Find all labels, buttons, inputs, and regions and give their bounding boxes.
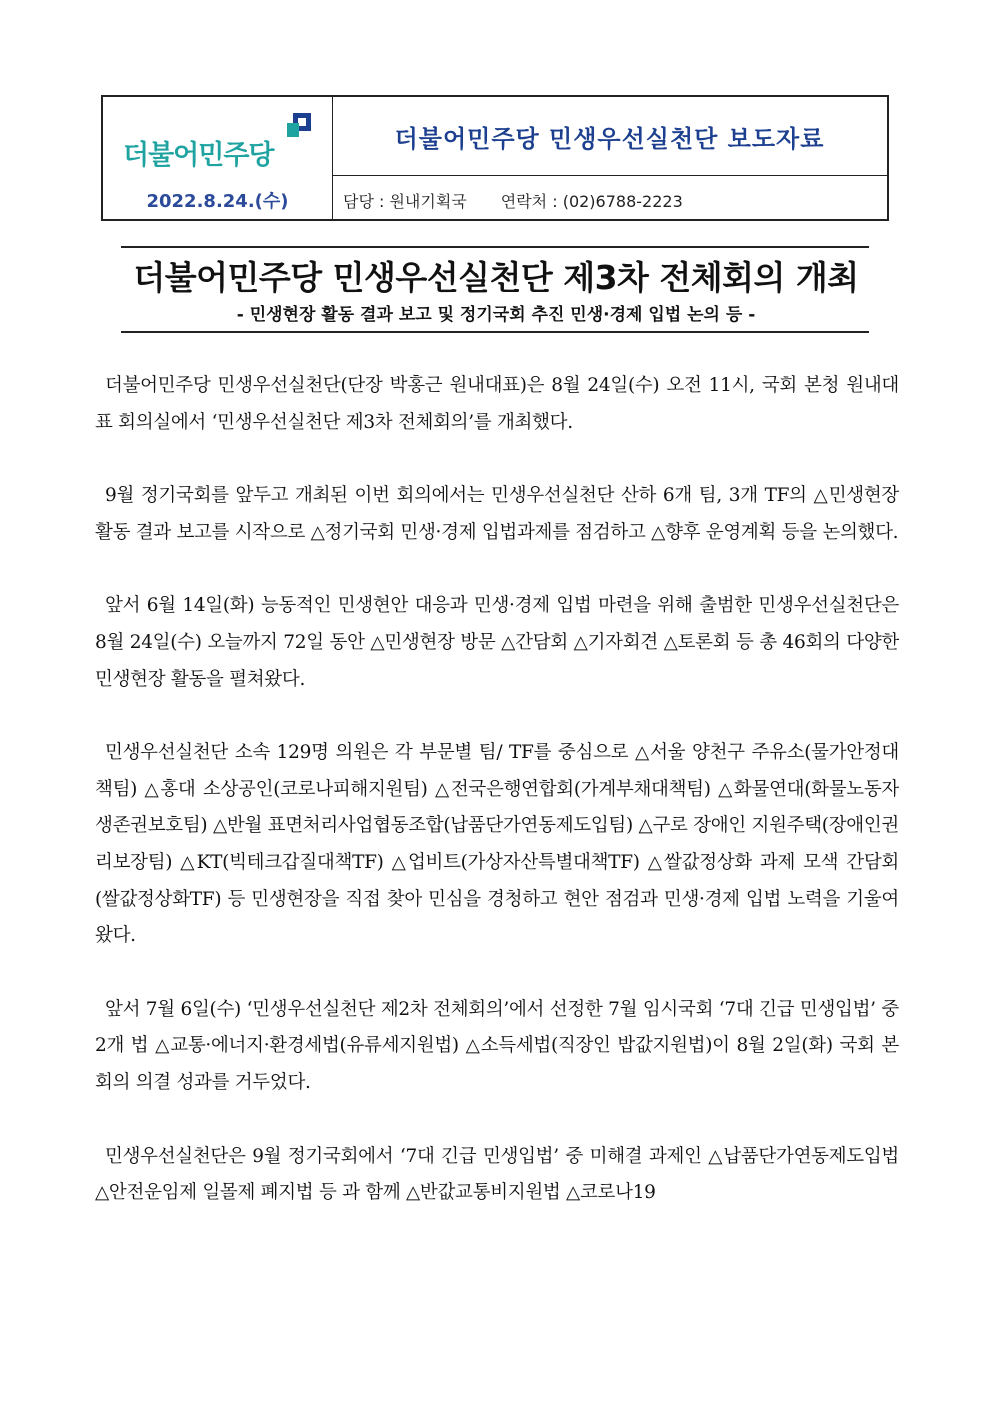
party-logo: [117, 103, 317, 173]
press-release-header: [101, 95, 889, 221]
divider: [332, 175, 887, 176]
title-rule: [121, 246, 869, 248]
release-date: 2022.8.24.(수): [146, 191, 289, 212]
paragraph: 앞서 6월 14일(화) 능동적인 민생현안 대응과 민생·경제 입법 마련을 위해 출범한 민생우선실천단은 8월 24일(수) 오늘까지 72일 동안 △민생현장 방문 △간담회 △기자회견 △토론회 등 총 46회의 다양한 민생현장 활동을 펼쳐왔다.: [95, 595, 899, 690]
paragraph: 더불어민주당 민생우선실천단(단장 박홍근 원내대표)은 8월 24일(수) 오전 11시, 국회 본청 원내대표 회의실에서 ‘민생우선실천단 제3차 전체회의’를 개최했다.: [95, 375, 899, 433]
paragraph: 민생우선실천단은 9월 정기국회에서 ‘7대 긴급 민생입법’ 중 미해결 과제인 △납품단가연동제도입법 △안전운임제 일몰제 폐지법 등 과 함께 △반값교통비지원법 △코로나19: [95, 1145, 899, 1204]
org-title: 더불어민주당 민생우선실천단 보도자료: [394, 124, 825, 153]
logo-wordmark: 더불어민주당: [123, 140, 274, 171]
contact-phone: 연락처 : (02)6788-2223: [500, 192, 683, 211]
paragraph: 민생우선실천단 소속 129명 의원은 각 부문별 팀/ TF를 중심으로 △서울 양천구 주유소(물가안정대책팀) △홍대 소상공인(코로나피해지원팀) △전국은행연합회(가계부채대책팀) △화물연대(화물노동자생존권보호팀) △반월 표면처리사업협동조합(납품단가연동제도입팀) △구로 장애인 지원주택(장애인권리보장팀) △KT(빅테크갑질대책TF) △업비트(가상자산특별대책TF) △쌀값정상화 과제 모색 간담회(쌀값정상화TF) 등 민생현장을 직접 찾아 민심을 경청하고 현안 점검과 민생·경제 입법 노력을 기울여왔다.: [95, 742, 899, 947]
title-rule: [121, 331, 869, 333]
logo-emblem-icon: [285, 109, 315, 141]
contact-info: [343, 189, 683, 212]
page-title: 더불어민주당 민생우선실천단 제3차 전체회의 개최: [133, 258, 859, 297]
page-subtitle: - 민생현장 활동 결과 보고 및 정기국회 추진 민생·경제 입법 논의 등 -: [236, 305, 756, 325]
paragraph: 앞서 7월 6일(수) ‘민생우선실천단 제2차 전체회의’에서 선정한 7월 임시국회 ‘7대 긴급 민생입법’ 중 2개 법 △교통·에너지·환경세법(유류세지원법) △소득세법(직장인 밥값지원법)이 8월 2일(화) 국회 본회의 의결 성과를 거두었다.: [95, 998, 899, 1093]
paragraph: 9월 정기국회를 앞두고 개최된 이번 회의에서는 민생우선실천단 산하 6개 팀, 3개 TF의 △민생현장 활동 결과 보고를 시작으로 △정기국회 민생·경제 입법과제를 점검하고 △향후 운영계획 등을 논의했다.: [95, 485, 899, 543]
article-body: [95, 368, 899, 1249]
contact-department: 담당 : 원내기획국: [343, 192, 467, 211]
